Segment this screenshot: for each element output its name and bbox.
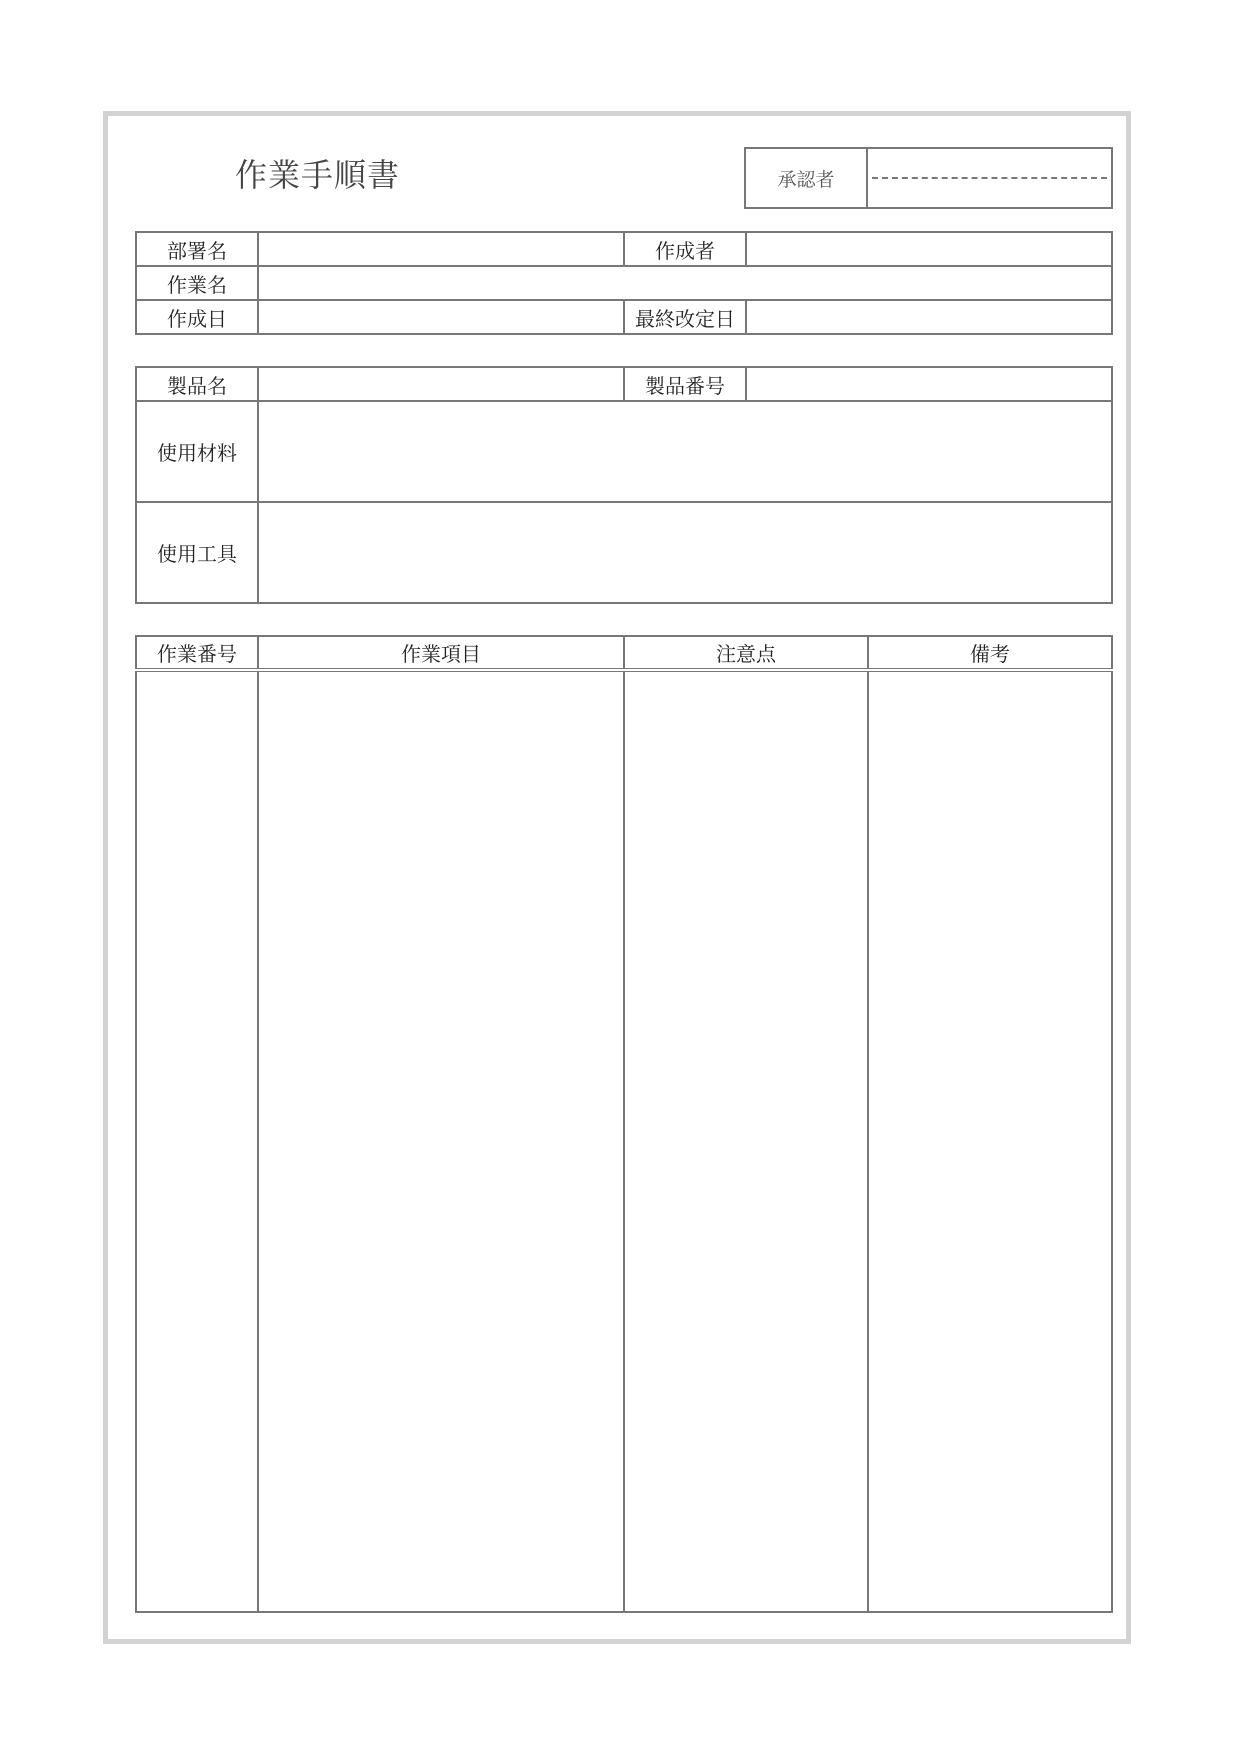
- task-name-label: 作業名: [136, 266, 258, 300]
- revised-date-field[interactable]: [746, 300, 1112, 334]
- column-header-step-number: 作業番号: [136, 636, 258, 670]
- step-item-cell[interactable]: [258, 670, 624, 1612]
- product-number-field[interactable]: [746, 367, 1112, 401]
- approver-label: 承認者: [745, 148, 867, 208]
- column-header-caution: 注意点: [624, 636, 868, 670]
- table-row: [136, 670, 1112, 1612]
- product-name-field[interactable]: [258, 367, 624, 401]
- task-name-field[interactable]: [258, 266, 1112, 300]
- revised-date-label: 最終改定日: [624, 300, 746, 334]
- approval-box: [744, 147, 1113, 209]
- materials-label: 使用材料: [136, 401, 258, 502]
- step-number-cell[interactable]: [136, 670, 258, 1612]
- created-date-label: 作成日: [136, 300, 258, 334]
- author-label: 作成者: [624, 232, 746, 266]
- materials-field[interactable]: [258, 401, 1112, 502]
- remarks-cell[interactable]: [868, 670, 1112, 1612]
- steps-table: [135, 635, 1113, 1613]
- created-date-field[interactable]: [258, 300, 624, 334]
- tools-label: 使用工具: [136, 502, 258, 603]
- steps-header-row: [136, 636, 1112, 670]
- product-table: [135, 366, 1113, 604]
- caution-cell[interactable]: [624, 670, 868, 1612]
- column-header-remarks: 備考: [868, 636, 1112, 670]
- signature-dashed-line: [872, 177, 1107, 179]
- tools-field[interactable]: [258, 502, 1112, 603]
- column-header-step-item: 作業項目: [258, 636, 624, 670]
- department-field[interactable]: [258, 232, 624, 266]
- approver-signature-field[interactable]: [867, 148, 1112, 208]
- product-number-label: 製品番号: [624, 367, 746, 401]
- product-name-label: 製品名: [136, 367, 258, 401]
- department-label: 部署名: [136, 232, 258, 266]
- info-table: [135, 231, 1113, 335]
- author-field[interactable]: [746, 232, 1112, 266]
- document-title: 作業手順書: [235, 156, 401, 194]
